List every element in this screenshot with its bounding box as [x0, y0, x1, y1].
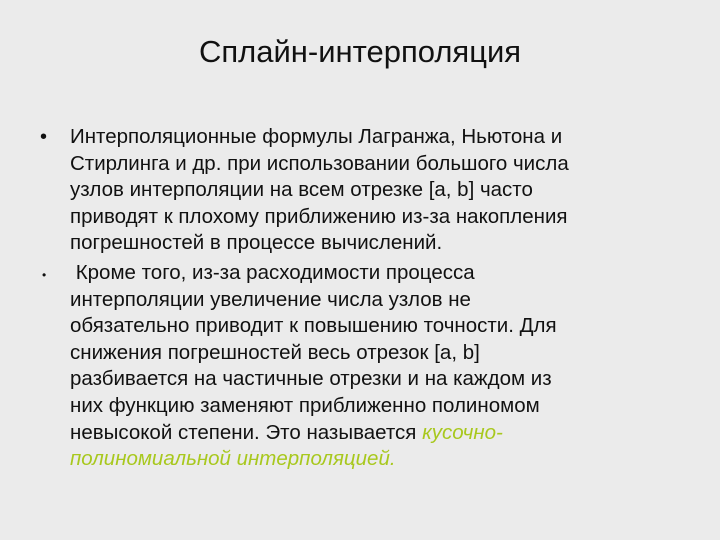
bullet-marker: • [40, 126, 48, 148]
bullet-marker: • [42, 267, 47, 282]
bullet-text-line: разбивается на частичные отрезки и на каждом из [70, 367, 552, 391]
bullet-text-line: Кроме того, из-за расходимости процесса [70, 260, 475, 284]
bullet-text-segment: невысокой степени. Это называется [70, 420, 423, 444]
bullet-text-line: погрешностей в процессе вычислений. [70, 231, 443, 255]
bullet-text-line [70, 420, 684, 447]
slide-title: Сплайн-интерполяция [198, 34, 522, 69]
bullet-text-line: обязательно приводит к повышению точности. Для [70, 314, 557, 338]
bullet-text-line: снижения погрешностей весь отрезок [a, b] [70, 340, 480, 364]
bullet-item [36, 124, 684, 257]
highlighted-term: полиномиальной интерполяцией. [70, 447, 396, 471]
bullet-text-line: них функцию заменяют приближенно полиномом [70, 393, 540, 417]
bullet-list [36, 124, 684, 476]
bullet-text-line: Стирлинга и др. при использовании большого числа [70, 151, 569, 175]
bullet-text-line: Интерполяционные формулы Лагранжа, Ньютона и [70, 125, 563, 148]
bullet-text-line: приводят к плохому приближению из-за накопления [70, 204, 568, 228]
bullet-text-line: узлов интерполяции на всем отрезке [a, b] часто [70, 178, 533, 202]
bullet-item [36, 260, 684, 473]
bullet-text-line: интерполяции увеличение числа узлов не [70, 287, 471, 311]
highlighted-term: кусочно- [422, 420, 503, 444]
